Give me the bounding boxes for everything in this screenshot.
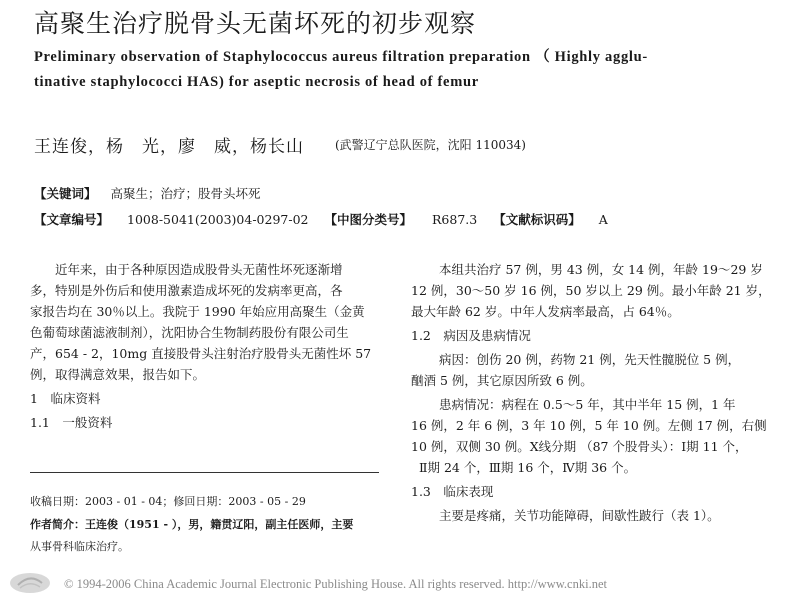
intro-line: 产，654 - 2，10mg 直接股骨头注射治疗股骨头无菌性坏 57	[30, 346, 372, 361]
right-column	[411, 259, 776, 526]
keywords: 高聚生；治疗；股骨头坏死	[110, 186, 261, 201]
intro-line: 色葡萄球菌滤液制剂），沈阳协合生物制药股份有限公司生	[30, 325, 349, 340]
intro-line: 例，取得满意效果，报告如下。	[30, 367, 206, 382]
section-heading-1-3: 1.3 临床表现	[411, 484, 494, 499]
para-line: 最大年龄 62 岁。中年人发病率最高，占 64％。	[411, 304, 680, 319]
para-line: Ⅱ期 24 个，Ⅲ期 16 个，Ⅳ期 36 个。	[419, 460, 637, 475]
publisher-logo-icon	[8, 571, 52, 595]
author-bio-line2: 从事骨科临床治疗。	[30, 540, 129, 553]
clc: R687.3	[432, 212, 478, 227]
title-en-line2: tinative staphylococci HAS) for aseptic necrosis of head of femur	[34, 74, 479, 90]
clc-label: 【中图分类号】	[324, 212, 413, 227]
keywords-label: 【关键词】	[34, 186, 97, 201]
para-line: 本组共治疗 57 例，男 43 例，女 14 例，年龄 19～29 岁	[439, 262, 763, 277]
article-no-label: 【文章编号】	[34, 212, 110, 227]
para-line: 酗酒 5 例，其它原因所致 6 例。	[411, 373, 593, 388]
para-line: 主要是疼痛，关节功能障碍，间歇性跛行（表 1）。	[439, 508, 720, 523]
author-bio-line1	[30, 516, 353, 532]
title-en-line1: Preliminary observation of Staphylococcus aureus filtration preparation （ Highly agglu-	[34, 49, 648, 65]
author-bio-text: 作者简介：王连俊（1951 - ），男，籍贯辽阳，副主任医师，主要	[30, 518, 354, 531]
para-line: 患病情况：病程在 0.5～5 年，其中半年 15 例，1 年	[439, 397, 736, 412]
affiliation: (武警辽宁总队医院，沈阳 110034)	[335, 138, 526, 152]
article-info-row	[34, 210, 608, 228]
section-heading-1-1: 1.1 一般资料	[30, 415, 113, 430]
doc-code-label: 【文献标识码】	[493, 212, 581, 227]
footnote-rule	[30, 472, 379, 473]
received-date: 收稿日期：2003 - 01 - 04；修回日期：2003 - 05 - 29	[30, 495, 306, 508]
left-column	[30, 259, 385, 433]
keywords-row	[34, 184, 261, 202]
para-line: 16 例，2 年 6 例，3 年 10 例，5 年 10 例。左侧 17 例，右侧	[411, 418, 767, 433]
article-no: 1008-5041(2003)04-0297-02	[127, 212, 309, 227]
para-line: 12 例，30～50 岁 16 例，50 岁以上 29 例。最小年龄 21 岁，	[411, 283, 771, 298]
authors: 王连俊，杨 光，廖 威，杨长山	[34, 137, 304, 157]
para-line: 10 例，双侧 30 例。X线分期 （87 个股骨头）：Ⅰ期 11 个，	[411, 439, 748, 454]
title-cn: 高聚生治疗脱骨头无菌坏死的初步观察	[34, 9, 477, 38]
intro-line: 家报告均在 30％以上。我院于 1990 年始应用高聚生（金黄	[30, 304, 365, 319]
intro-line: 多，特别是外伤后和使用激素造成坏死的发病率更高，各	[30, 283, 343, 298]
section-heading-1: 1 临床资料	[30, 391, 101, 406]
para-line: 病因：创伤 20 例，药物 21 例，先天性髋脱位 5 例，	[439, 352, 741, 367]
doc-code: A	[598, 212, 608, 227]
section-heading-1-2: 1.2 病因及患病情况	[411, 328, 531, 343]
copyright-footer: © 1994-2006 China Academic Journal Electronic Publishing House. All rights reserved. http://www.cnki.net	[64, 577, 607, 591]
intro-line: 近年来，由于各种原因造成股骨头无菌性坏死逐渐增	[55, 262, 343, 277]
